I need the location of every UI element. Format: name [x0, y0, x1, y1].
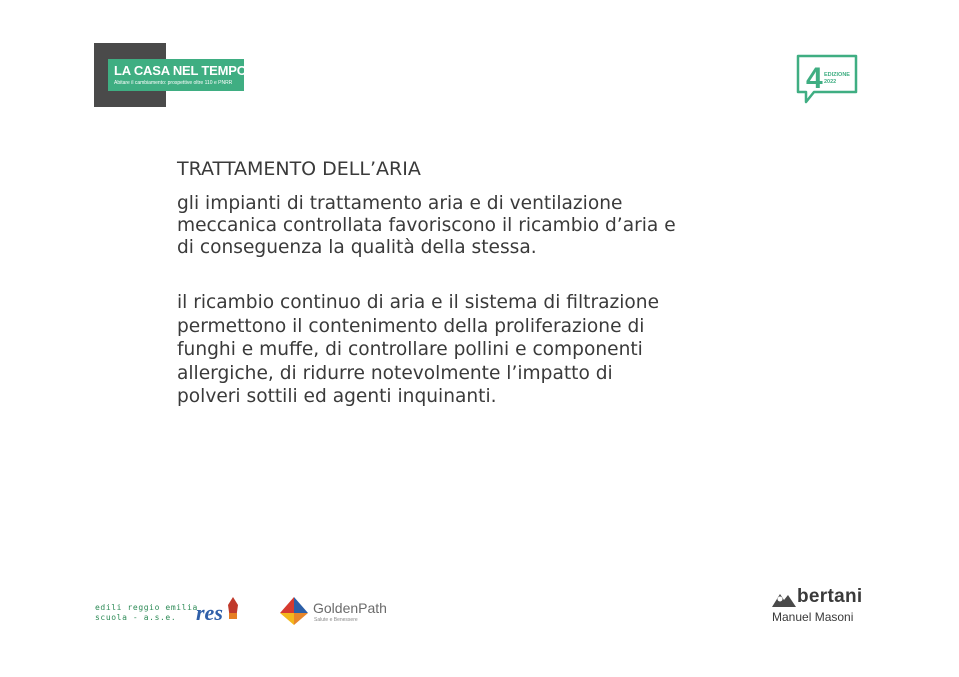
bertani-mountain-icon [771, 590, 797, 608]
edili-reggio-emilia-logo [95, 603, 198, 623]
page-title: TRATTAMENTO DELL’ARIA [177, 158, 421, 180]
bertani-logo: bertani [797, 586, 863, 607]
goldenpath-tagline: Salute e Benessere [314, 617, 358, 623]
edition-number: 4 [806, 62, 823, 95]
edili-line-2: scuola - a.s.e. [95, 613, 177, 622]
paragraph-line: polveri sottili ed agenti inquinanti. [177, 386, 497, 408]
paragraph-ventilation [177, 193, 676, 259]
logo-subtitle: Abitare il cambiamento: prospettive oltre 110 e PNRR [114, 80, 233, 86]
author-name: Manuel Masoni [772, 610, 854, 624]
paragraph-filtration [177, 291, 659, 409]
paragraph-line: meccanica controllata favoriscono il ricambio d’aria e [177, 215, 676, 236]
logo-title: LA CASA NEL TEMPO [114, 63, 247, 78]
paragraph-line: funghi e muffe, di controllare pollini e componenti [177, 339, 643, 361]
edition-year: 2022 [824, 79, 837, 85]
paragraph-line: di conseguenza la qualità della stessa. [177, 237, 537, 258]
goldenpath-logo-icon [278, 595, 310, 627]
goldenpath-name: GoldenPath [313, 600, 387, 616]
res-emblem-icon [224, 595, 242, 621]
paragraph-line: il ricambio continuo di aria e il sistema di filtrazione [177, 292, 660, 313]
edition-label: EDIZIONE [824, 72, 850, 78]
res-logo: res [196, 600, 223, 625]
paragraph-line: allergiche, di ridurre notevolmente l’impatto di [177, 362, 613, 384]
paragraph-line: permettono il contenimento della proliferazione di [177, 315, 645, 337]
edition-text [824, 72, 850, 86]
edili-line-1: edili reggio emilia [95, 603, 198, 612]
paragraph-line: gli impianti di trattamento aria e di ventilazione [177, 193, 623, 214]
la-casa-nel-tempo-logo [94, 43, 247, 107]
